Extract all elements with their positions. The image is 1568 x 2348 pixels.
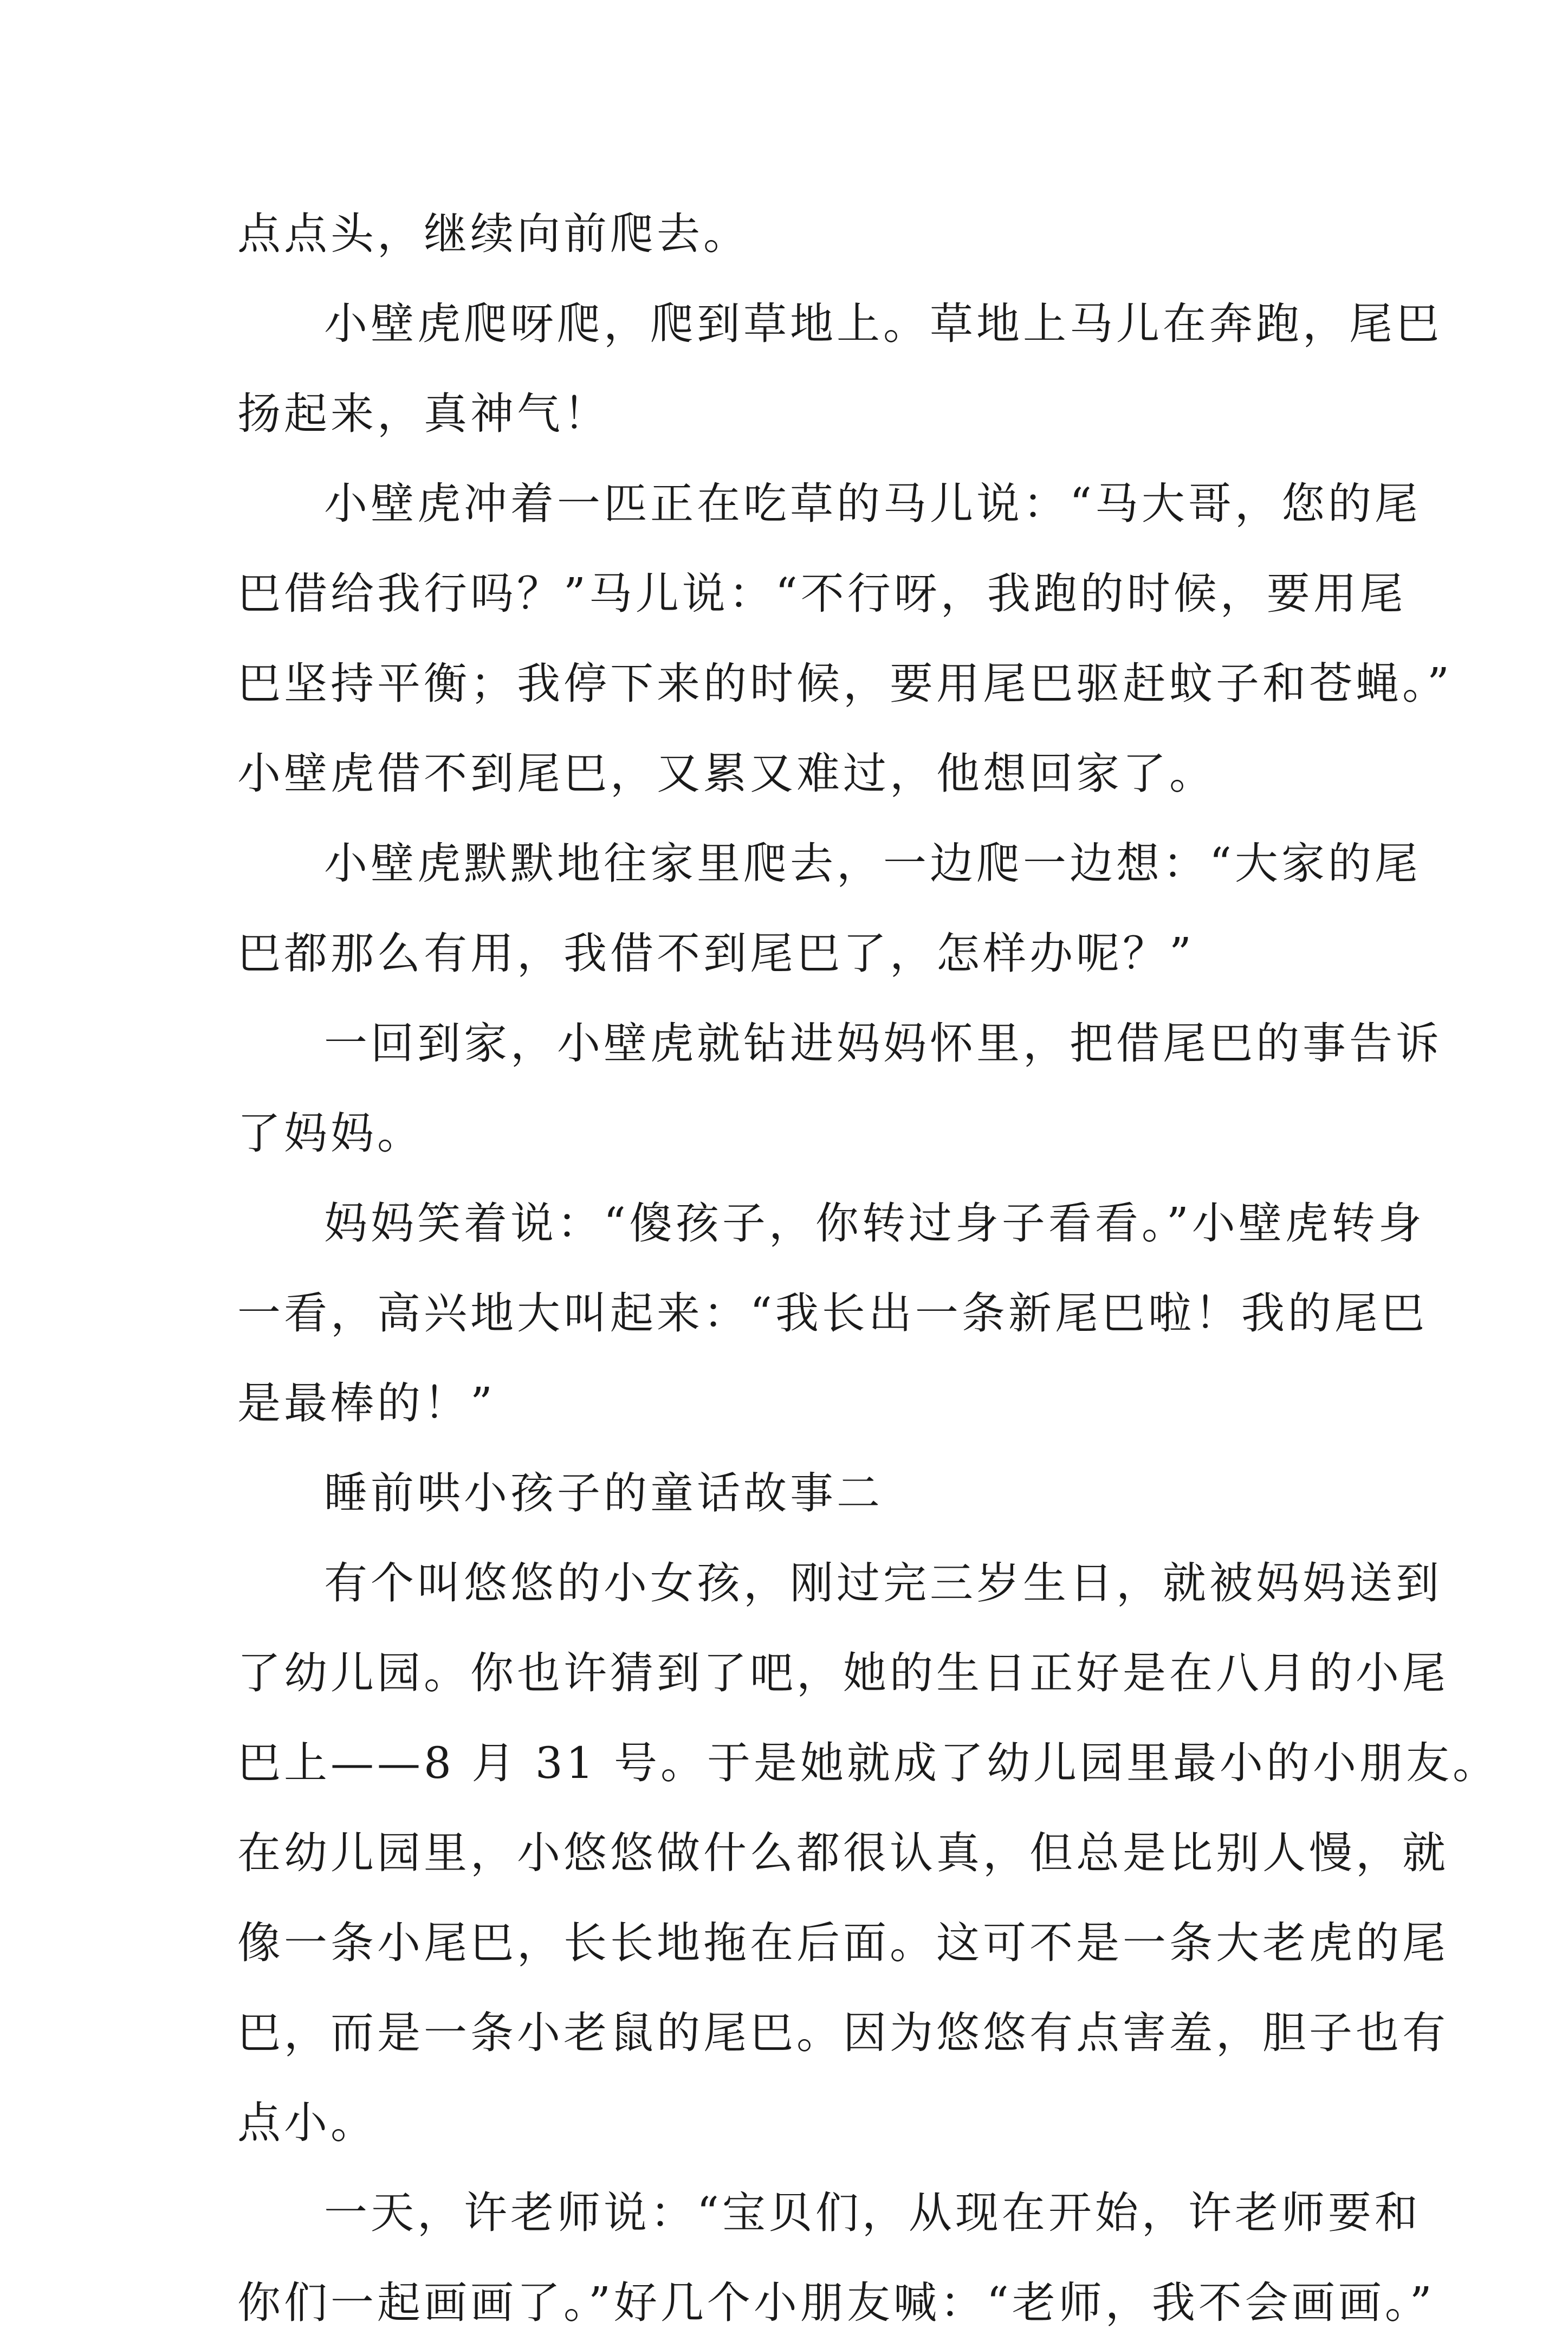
text-line: 是最棒的！” <box>237 1378 496 1428</box>
text-line: 睡前哄小孩子的童话故事二 <box>324 1468 883 1518</box>
text-line: 小壁虎借不到尾巴，又累又难过，他想回家了。 <box>237 748 1216 799</box>
text-line: 点小。 <box>237 2098 377 2148</box>
text-line: 巴上——8 月 31 号。于是她就成了幼儿园里最小的小朋友。 <box>237 1738 1499 1788</box>
text-line: 巴坚持平衡；我停下来的时候，要用尾巴驱赶蚊子和苍蝇。” <box>237 658 1453 709</box>
text-line: 小壁虎爬呀爬，爬到草地上。草地上马儿在奔跑，尾巴 <box>324 299 1442 349</box>
text-line: 了幼儿园。你也许猜到了吧，她的生日正好是在八月的小尾 <box>237 1648 1449 1698</box>
text-line: 巴都那么有用，我借不到尾巴了，怎样办呢？” <box>237 928 1195 979</box>
text-line: 妈妈笑着说：“傻孩子，你转过身子看看。”小壁虎转身 <box>324 1198 1425 1249</box>
text-line: 小壁虎冲着一匹正在吃草的马儿说：“马大哥，您的尾 <box>324 478 1421 529</box>
text-line: 点点头，继续向前爬去。 <box>237 209 750 259</box>
text-line: 像一条小尾巴，长长地拖在后面。这可不是一条大老虎的尾 <box>237 1918 1449 1968</box>
story-text <box>237 189 1499 2348</box>
text-line: 一看，高兴地大叫起来：“我长出一条新尾巴啦！我的尾巴 <box>237 1288 1428 1338</box>
text-line: 小壁虎默默地往家里爬去，一边爬一边想：“大家的尾 <box>324 838 1421 889</box>
text-line: 一天，许老师说：“宝贝们，从现在开始，许老师要和 <box>324 2188 1421 2238</box>
text-line: 扬起来，真神气！ <box>237 389 610 439</box>
text-line: 在幼儿园里，小悠悠做什么都很认真，但总是比别人慢，就 <box>237 1828 1449 1878</box>
text-line: 巴，而是一条小老鼠的尾巴。因为悠悠有点害羞，胆子也有 <box>237 2008 1449 2058</box>
text-line: 有个叫悠悠的小女孩，刚过完三岁生日，就被妈妈送到 <box>324 1558 1442 1608</box>
text-line: 一回到家，小壁虎就钻进妈妈怀里，把借尾巴的事告诉 <box>324 1018 1442 1069</box>
text-line: 巴借给我行吗？”马儿说：“不行呀，我跑的时候，要用尾 <box>237 568 1407 619</box>
text-line: 你们一起画画了。”好几个小朋友喊：“老师，我不会画画。” <box>237 2278 1435 2328</box>
text-line: 了妈妈。 <box>237 1108 424 1159</box>
